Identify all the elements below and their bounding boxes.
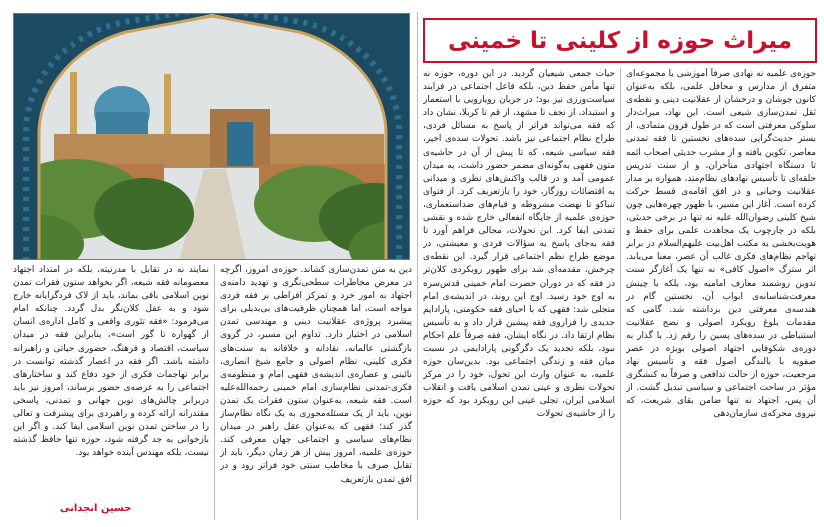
mosque-courtyard-image bbox=[14, 14, 410, 260]
article-column-center-lower: دین به متن تمدن‌سازی کشاند. حوزه‌ی امروز، اگرچه در معرض مخاطرات سطحی‌نگری و تهدید دامنه‌ی اجتهاد به امور خرد و تمرکز افراطی بر فقه فردی مواجه است، اما همچنان ظرفیت‌های بی‌بدیلی برای پیشبرد پروژه‌ی عقلانیت دینی و مهندسی تمدن اسلامی در اختیار دارد. تداوم این مسیر، در گروی بازگشتی عالمانه، نقادانه و خلاقانه به سنت‌های فکری کلینی، نظام اصولی و جامع شیخ انصاری، نائینی و عصاره‌ی اندیشه‌ی فقهی امام و منظومه‌ی فکری-تمدنی نظام‌سازی امام خمینی رحمه‌الله‌علیه است. فقه شیعه، به‌عنوان ستون فقرات یک تمدن نوین، باید از یک مسئله‌محوری به یک نگاه نظام‌ساز گذر کند؛ فقهی که به‌عنوان عقل راهبر در میدان نظام‌های سیاسی و اجتماعی جهان معرفی کند. حوزه‌ی علمیه، امروز بیش از هر زمان دیگر، باید از تقابل صرف با مخاطب سنتی خود فراتر رود و در افق تمدن بازتعریف bbox=[220, 265, 412, 485]
article-column-right: حوزه‌ی علمیه نه نهادی صرفاً آموزشی یا مجموعه‌ای متفرق از مدارس و محافل علمی، بلکه به‌عنوان کانون جوشان و درخشان از عقلانیت دینی و نقطه‌ی ثقل تمدن‌سازی شیعی است. این نهاد، میراث‌دار سلوکی معرفتی است که در طول قرون متمادی، از بستر حدیث‌گرایی سده‌های نخستین تا فقه تمدنی معاصر، تکوین یافته و از مشرب حدیثی اصحاب ائمه تا دستگاه اجتهادی متأخران، و از سنت تدریس حلقه‌ای تا تأسیس نهادهای نظام‌مند، همواره بر مدار عقلانیت وحیانی و در افق اقامه‌ی قسط حرکت کرده است. آغاز این مسیر، با ظهور چهره‌هایی چون شیخ کلینی رضوان‌الله علیه نه تنها در برخی حدیثی، بلکه در چارچوب یک مجاهدت علمی برای حفظ و هویت‌بخشی به مکتب اهل‌بیت علیهم‌السلام در برابر تهاجم نظام‌های فکری غالب آن عصر، معنا می‌یابد. اثر سترگ «اصول کافی» نه تنها یک آغازگر سنت تدوین روشمند معارف امامیه بود، بلکه با چینش معرفت‌شناسانه‌ی ابواب آن، نخستین گام در هندسه‌ی معرفتی دین برداشته شد. گامی که مقدمات بلوغ رویکرد اصولی و نضج عقلانیت استنباطی در سده‌های پسین را رقم زد. با گذار به دوره‌ی شکوفایی اجتهاد اصولی بویژه در عصر صفویه با بالندگی اصول فقه و تأسیس نهاد مرجعیت، حوزه از حالت تدافعی و صرفاً به کنشگری مؤثر در ساحت اجتماعی و سیاسی تبدیل گشت. از آن پس، اجتهاد نه تنها ضامن بقای شریعت، که نیروی محرکه‌ی سازمان‌دهی bbox=[626, 69, 816, 420]
photo-gate-arch bbox=[227, 122, 253, 166]
article-title: میراث حوزه از کلینی تا خمینی bbox=[447, 27, 793, 54]
photo-tree bbox=[94, 178, 194, 250]
column-divider bbox=[620, 68, 621, 520]
mosque-photo bbox=[13, 13, 410, 260]
article-column-middle: حیات جمعی شیعیان گردید. در این دوره، حوزه نه تنها مأمن حفظ دین، بلکه فاعل اجتماعی در فرایند سیاست‌ورزی نیز بود؛ در جریان رویارویی با استعمار و استبداد، از نجف تا مشهد، از قم تا کربلا، نشان داد که فقه می‌تواند فراتر از پاسخ به مسائل فردی، طراح نظام اجتماعی نیز باشد. تحولات سده‌ی اخیر، فقه سیاسی شیعه، که تا پیش از آن در حاشیه‌ی متون فقهی به‌گونه‌ای مضمر حضور داشت، به میدان عمومی آمد و در قالب واکنش‌های نظری و میدانی به اقتضائات روزگار، خود را بازتعریف کرد. از فتوای تنباکو تا نهضت مشروطه و قیام‌های ضداستعماری، حوزه‌ی علمیه از جایگاه انفعالی خارج شده و نقشی تمدنی ایفا کرد. این تحولات، مجالی فراهم آورد تا فقه به‌جای پاسخ به سؤالات فردی و معیشتی، در موضع طراح نظم اجتماعی قرار گیرد. این نقطه‌ی چرخش، مقدمه‌ای شد برای ظهور رویکردی کلان‌تر در فقه که در دوران حضرت امام خمینی قدس‌سره به اوج خود رسید. اوج این روند، در اندیشه‌ی امام متجلی شد: فقهی که با احیای فقه حکومتی، پارادایم جدیدی را فراروی فقه پیشین قرار داد و به تأسیس نظام ارتقا داد. در نگاه ایشان، فقه صرفاً علم احکام نبود، بلکه تجدید یک دگرگونی پارادایمی در نسبت میان فقه و زندگی اجتماعی بود. بدین‌سان حوزه علمیه، به عنوان وارث این تحول، خود را در مرکز تحولات نظری و عینی تمدن اسلامی یافت و انقلاب اسلامی ایران، تجلی عینی این رویکرد بود که حوزه را از حاشیه‌ی تحولات bbox=[423, 69, 615, 420]
column-divider bbox=[214, 264, 215, 520]
article-author: حسین انجدانی bbox=[60, 503, 132, 514]
article-title-box bbox=[423, 18, 817, 63]
article-column-left-lower: نمایند نه در تقابل با مدرنیته، بلکه در امتداد اجتهاد معصومانه فقه شیعه، اگر بخواهد ستون فقرات تمدن نوین اسلامی باقی بماند، باید از لاک فردگرایانه خارج شود و به عقل کلان‌نگر بدل گردد. چنانکه امام می‌فرمود: «فقه تئوری واقعی و کامل اداره‌ی انسان از گهواره تا گور است»، بنابراین فقه در میدان سیاست، اقتصاد و فرهنگ، حضوری حیاتی و راهبرانه داشته باشد. اگر فقه در اعصار گذشته توانست در برابر تهاجمات فکری از خود دفاع کند و ساختارهای اجتماعی را به عرصه‌ی حضور برساند، امروز نیز باید دربرابر چالش‌های نوین جهانی و تمدنی، پاسخی مقتدرانه ارائه کرده و راهبردی برای پیشرفت و تعالی را در ساختن تمدن نوین اسلامی ایفا کند. و اگر این بازخوانی به جد گرفته شود، حوزه تنها حافظ گذشته نیست، بلکه مهندس آینده خواهد بود. bbox=[13, 265, 209, 459]
column-divider bbox=[417, 12, 418, 520]
